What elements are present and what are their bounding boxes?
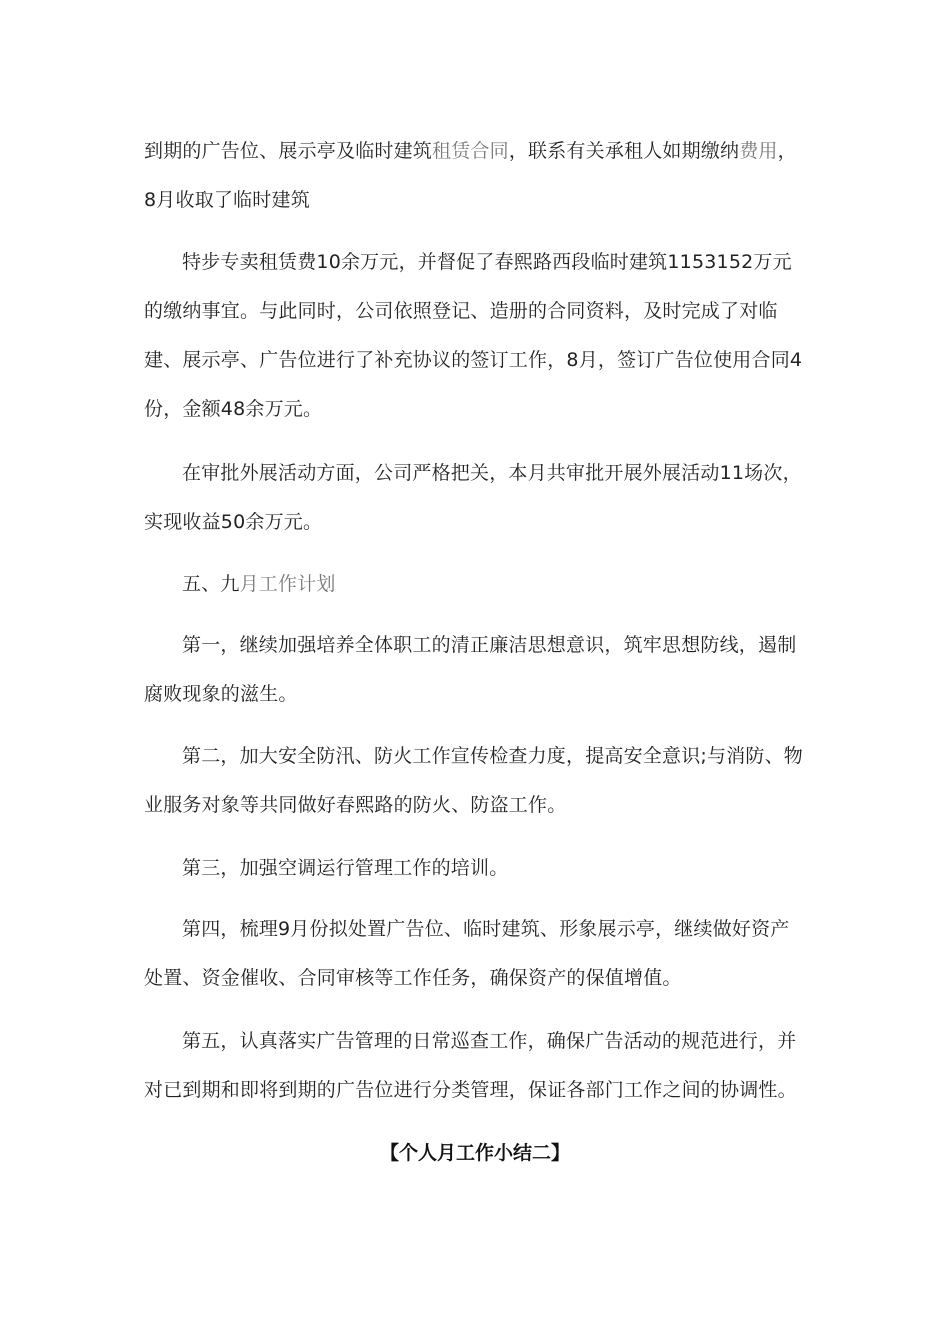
paragraph-exhibition-approval: 在审批外展活动方面，公司严格把关，本月共审批开展外展活动11场次，实现收益50余万元。	[144, 462, 802, 533]
text-segment: 到期的广告位、展示亭及临时建筑	[144, 140, 433, 162]
paragraph-lease-contracts	[144, 127, 806, 225]
paragraph-plan-item-4: 第四，梳理9月份拟处置广告位、临时建筑、形象展示亭，继续做好资产处置、资金催收、合同审核等工作任务，确保资产的保值增值。	[144, 918, 790, 989]
link-fees[interactable]: 费用	[739, 140, 778, 162]
text-segment: 五、九	[182, 573, 240, 595]
paragraph-plan-item-3: 第三，加强空调运行管理工作的培训。	[182, 857, 509, 879]
paragraph-september-plan-heading	[144, 560, 806, 609]
paragraph-plan-item-2: 第二，加大安全防汛、防火工作宣传检查力度，提高安全意识;与消防、物业服务对象等共同做好春熙路的防火、防盗工作。	[144, 745, 804, 816]
text-segment: ，联系有关承租人如期缴纳	[508, 140, 740, 162]
text-segment: ，8月收取了临时建筑	[144, 140, 797, 211]
paragraph-plan-item-5: 第五，认真落实广告管理的日常巡查工作，确保广告活动的规范进行，并对已到期和即将到期的广告位进行分类管理，保证各部门工作之间的协调性。	[144, 1030, 797, 1101]
section-heading: 【个人月工作小结二】	[379, 1142, 570, 1164]
paragraph-rent-collection: 特步专卖租赁费10余万元，并督促了春熙路西段临时建筑1153152万元的缴纳事宜。与此同时，公司依照登记、造册的合同资料，及时完成了对临建、展示亭、广告位进行了补充协议的签订工作，8月，签订广告位使用合同4份，金额48余万元。	[144, 251, 803, 420]
paragraph-plan-item-1: 第一，继续加强培养全体职工的清正廉洁思想意识，筑牢思想防线，遏制腐败现象的滋生。	[144, 634, 797, 705]
link-lease-contract[interactable]: 租赁合同	[432, 140, 509, 162]
text-segment-gray: 月工作计划	[239, 573, 336, 595]
